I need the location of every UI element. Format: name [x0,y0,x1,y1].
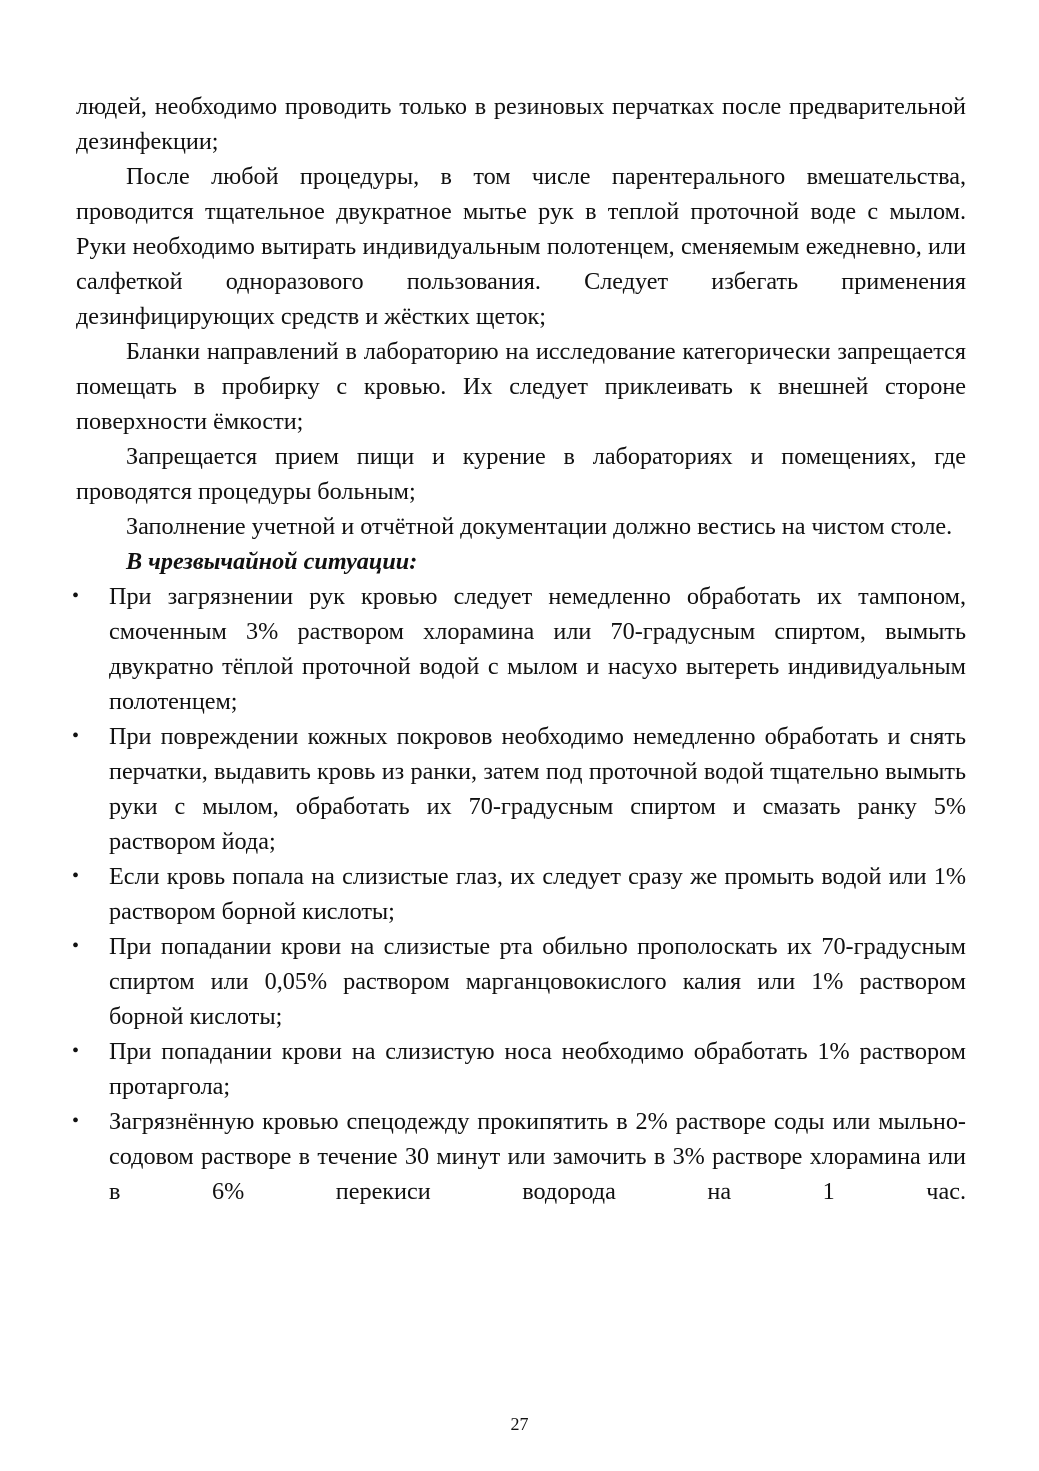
bullet-icon: • [72,585,80,607]
bullet-icon: • [72,1110,80,1132]
bullet-text: При попадании крови на слизистую носа необходимо обработать 1% раствором протаргола; [109,1038,966,1100]
bullet-item-nose [72,1034,966,1104]
bullet-icon: • [72,865,80,887]
paragraph-hand-washing: После любой процедуры, в том числе парентерального вмешательства, проводится тщательное двукратное мытье рук в теплой проточной воде с мылом. Руки необходимо вытирать индивидуальным полотенцем, сменяемым ежедневно, или салфеткой одноразового пользования. Следует избегать применения дезинфицирующих средств и жёстких щеток; [76,163,966,330]
bullet-text: При повреждении кожных покровов необходимо немедленно обработать и снять перчатки, выдавить кровь из ранки, затем под проточной водой тщательно вымыть руки с мылом, обработать их 70-градусным спиртом и смазать ранку 5% раствором йода; [109,723,966,855]
bullet-icon: • [72,935,80,957]
page-number: 27 [510,1414,529,1434]
bullet-item-hands [72,579,966,719]
paragraph-continuation: людей, необходимо проводить только в резиновых перчатках после предварительной дезинфекции; [76,93,966,155]
page-body [72,89,966,1209]
paragraph-no-eating: Запрещается прием пищи и курение в лабораториях и помещениях, где проводятся процедуры больным; [76,443,966,505]
bullet-item-eyes [72,859,966,929]
paragraph-lab-forms: Бланки направлений в лабораторию на исследование категорически запрещается помещать в пробирку с кровью. Их следует приклеивать к внешней стороне поверхности ёмкости; [76,338,966,435]
bullet-item-skin-damage [72,719,966,859]
bullet-text: При попадании крови на слизистые рта обильно прополоскать их 70-градусным спиртом или 0,05% раствором марганцовокислого калия или 1% раствором борной кислоты; [109,933,966,1030]
bullet-text: При загрязнении рук кровью следует немедленно обработать их тампоном, смоченным 3% раствором хлорамина или 70-градусным спиртом, вымыть двукратно тёплой проточной водой с мылом и насухо вытереть индивидуальным полотенцем; [109,583,966,715]
paragraph-documentation: Заполнение учетной и отчётной документации должно вестись на чистом столе. [126,513,953,540]
bullet-text: Если кровь попала на слизистые глаз, их следует сразу же промыть водой или 1% раствором борной кислоты; [109,863,966,925]
bullet-text: Загрязнённую кровью спецодежду прокипятить в 2% растворе соды или мыльно-содовом растворе в течение 30 минут или замочить в 3% растворе хлорамина или в 6% перекиси водорода на 1 час. [109,1108,966,1205]
bullet-item-mouth [72,929,966,1034]
bullet-icon: • [72,725,80,747]
emergency-subheading: В чрезвычайной ситуации: [126,548,418,575]
emergency-bullet-list [72,579,966,1209]
bullet-item-clothing [72,1104,966,1209]
bullet-icon: • [72,1040,80,1062]
